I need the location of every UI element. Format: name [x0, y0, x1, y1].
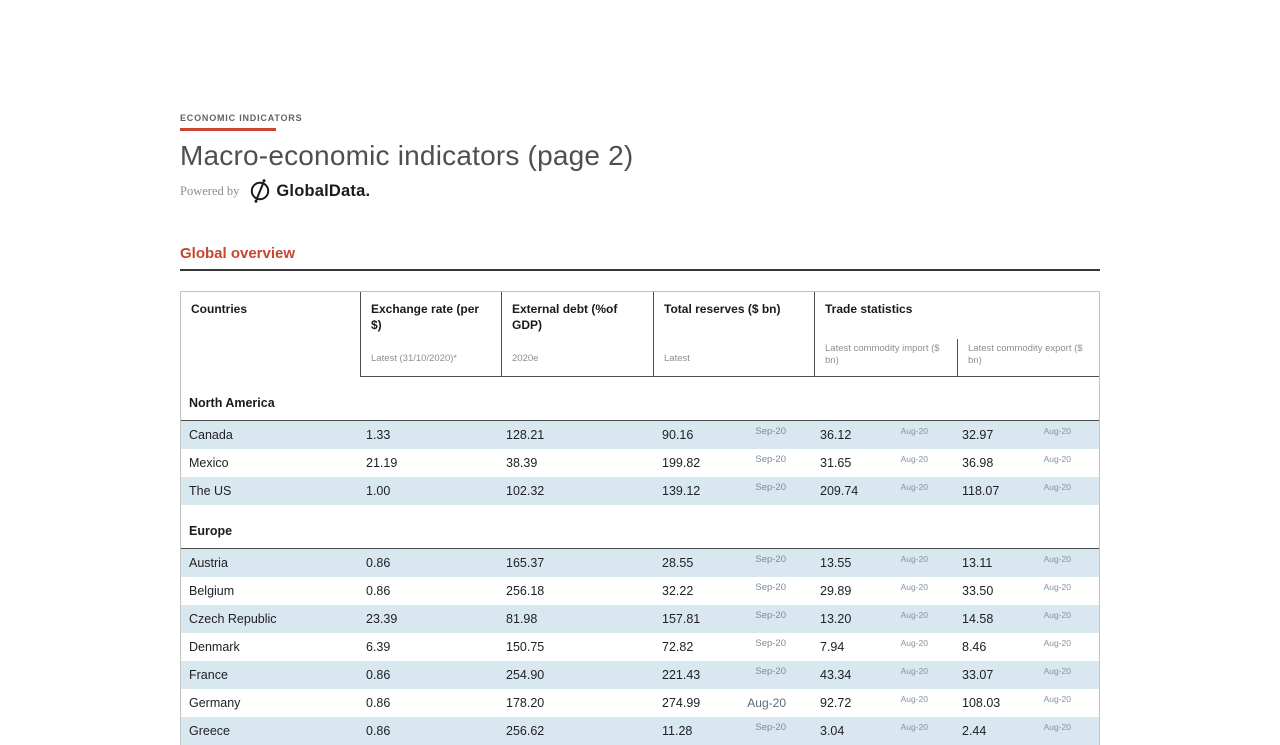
section-heading: Global overview	[180, 245, 296, 262]
reserves-cell-value: 274.99	[662, 696, 701, 710]
table-header	[181, 292, 1099, 377]
reserves-cell-value: 11.28	[662, 724, 693, 738]
export-cell-date: Aug-20	[1043, 722, 1071, 732]
reserves-cell-value: 157.81	[662, 612, 701, 626]
column-header-exchange-rate	[360, 292, 501, 377]
column-header-label: External debt (%of GDP)	[512, 302, 618, 332]
eyebrow-accent-rule	[180, 128, 276, 131]
table-row	[181, 549, 1099, 577]
indicators-table	[180, 291, 1100, 745]
reserves-cell-date: Sep-20	[755, 482, 786, 493]
import-cell-date: Aug-20	[900, 426, 928, 436]
powered-by-row	[180, 180, 1100, 202]
export-cell-value: 13.11	[962, 556, 993, 570]
export-cell-date: Aug-20	[1043, 638, 1071, 648]
reserves-cell	[653, 549, 814, 577]
column-header-total-reserves	[653, 292, 814, 377]
reserves-cell	[653, 661, 814, 689]
export-cell	[956, 477, 1099, 505]
export-cell	[956, 605, 1099, 633]
export-cell-date: Aug-20	[1043, 482, 1071, 492]
import-cell	[814, 421, 956, 449]
reserves-cell-date: Sep-20	[755, 666, 786, 677]
export-cell-date: Aug-20	[1043, 426, 1071, 436]
import-cell	[814, 577, 956, 605]
import-cell-value: 3.04	[820, 724, 845, 738]
reserves-cell-value: 72.82	[662, 640, 694, 654]
import-cell-value: 13.55	[820, 556, 852, 570]
export-cell-date: Aug-20	[1043, 694, 1071, 704]
table-row	[181, 689, 1099, 717]
export-cell-value: 36.98	[962, 456, 994, 470]
reserves-cell-value: 199.82	[662, 456, 701, 470]
reserves-cell-value: 139.12	[662, 484, 701, 498]
column-header-countries	[181, 292, 360, 377]
import-cell-value: 209.74	[820, 484, 859, 498]
column-header-external-debt	[501, 292, 653, 377]
import-cell-value: 31.65	[820, 456, 852, 470]
column-header-label: Total reserves ($ bn)	[664, 302, 781, 316]
table-row	[181, 717, 1099, 745]
exchange-rate-cell: 21.19	[366, 456, 398, 470]
import-cell	[814, 689, 956, 717]
exchange-rate-cell: 6.39	[366, 640, 391, 654]
import-cell-value: 29.89	[820, 584, 852, 598]
export-cell	[956, 549, 1099, 577]
column-header-trade-statistics	[814, 292, 1099, 377]
section-row	[181, 377, 1099, 421]
eyebrow-label: ECONOMIC INDICATORS	[180, 113, 303, 123]
export-cell-value: 8.46	[962, 640, 987, 654]
export-cell	[956, 449, 1099, 477]
exchange-rate-cell: 0.86	[366, 556, 391, 570]
import-cell-value: 7.94	[820, 640, 845, 654]
column-header-label: Countries	[191, 302, 248, 316]
country-cell: France	[189, 668, 228, 682]
import-cell-date: Aug-20	[900, 666, 928, 676]
export-cell	[956, 717, 1099, 745]
exchange-rate-cell: 1.33	[366, 428, 391, 442]
column-subheader-import: Latest commodity import ($ bn)	[825, 343, 940, 367]
import-cell-date: Aug-20	[900, 454, 928, 464]
table-row	[181, 577, 1099, 605]
import-cell-value: 13.20	[820, 612, 852, 626]
column-subheader-label: Latest	[664, 353, 690, 365]
column-subheader-label: 2020e	[512, 353, 539, 365]
export-cell-value: 14.58	[962, 612, 994, 626]
reserves-cell-date: Aug-20	[747, 696, 786, 710]
country-cell: Denmark	[189, 640, 240, 654]
country-cell: Canada	[189, 428, 233, 442]
external-debt-cell: 165.37	[506, 556, 545, 570]
section-row	[181, 505, 1099, 549]
import-cell-value: 92.72	[820, 696, 852, 710]
external-debt-cell: 256.62	[506, 724, 545, 738]
page-title: Macro-economic indicators (page 2)	[180, 140, 634, 171]
export-cell-value: 33.07	[962, 668, 994, 682]
reserves-cell	[653, 421, 814, 449]
export-cell-value: 2.44	[962, 724, 987, 738]
import-cell	[814, 477, 956, 505]
export-cell	[956, 661, 1099, 689]
exchange-rate-cell: 0.86	[366, 696, 391, 710]
import-cell	[814, 549, 956, 577]
reserves-cell-value: 28.55	[662, 556, 694, 570]
exchange-rate-cell: 0.86	[366, 584, 391, 598]
reserves-cell-date: Sep-20	[755, 426, 786, 437]
export-cell	[956, 421, 1099, 449]
report-page	[180, 113, 1100, 745]
reserves-cell-value: 32.22	[662, 584, 694, 598]
export-cell	[956, 689, 1099, 717]
reserves-cell-value: 221.43	[662, 668, 701, 682]
export-cell	[956, 633, 1099, 661]
country-cell: Germany	[189, 696, 241, 710]
trade-subheaders	[815, 339, 1099, 376]
reserves-cell-date: Sep-20	[755, 582, 786, 593]
reserves-cell	[653, 689, 814, 717]
table-row	[181, 477, 1099, 505]
reserves-cell	[653, 605, 814, 633]
table-row	[181, 421, 1099, 449]
import-cell-date: Aug-20	[900, 554, 928, 564]
brand-name: GlobalData.	[276, 181, 371, 200]
import-cell-date: Aug-20	[900, 482, 928, 492]
table-row	[181, 633, 1099, 661]
table-body	[181, 377, 1099, 745]
globaldata-logo-icon	[249, 179, 271, 203]
reserves-cell-date: Sep-20	[755, 722, 786, 733]
import-cell-value: 43.34	[820, 668, 852, 682]
country-cell: Austria	[189, 556, 228, 570]
reserves-cell	[653, 717, 814, 745]
column-subheader-label: Latest (31/10/2020)*	[371, 353, 458, 365]
external-debt-cell: 256.18	[506, 584, 545, 598]
external-debt-cell: 178.20	[506, 696, 545, 710]
country-cell: Belgium	[189, 584, 235, 598]
country-cell: Mexico	[189, 456, 229, 470]
export-cell	[956, 577, 1099, 605]
reserves-cell	[653, 633, 814, 661]
import-cell-date: Aug-20	[900, 582, 928, 592]
table-row	[181, 661, 1099, 689]
country-cell: The US	[189, 484, 232, 498]
country-cell: Greece	[189, 724, 230, 738]
powered-by-label: Powered by	[180, 183, 240, 198]
import-cell-date: Aug-20	[900, 694, 928, 704]
exchange-rate-cell: 23.39	[366, 612, 398, 626]
import-cell-date: Aug-20	[900, 610, 928, 620]
reserves-cell-date: Sep-20	[755, 454, 786, 465]
reserves-cell	[653, 577, 814, 605]
table-row	[181, 449, 1099, 477]
reserves-cell-date: Sep-20	[755, 554, 786, 565]
export-cell-value: 108.03	[962, 696, 1001, 710]
export-cell-value: 33.50	[962, 584, 994, 598]
export-cell-date: Aug-20	[1043, 582, 1071, 592]
reserves-cell	[653, 449, 814, 477]
reserves-cell-date: Sep-20	[755, 638, 786, 649]
export-cell-value: 118.07	[962, 484, 1000, 498]
column-header-label: Trade statistics	[825, 302, 913, 316]
import-cell	[814, 605, 956, 633]
external-debt-cell: 81.98	[506, 612, 538, 626]
section-label: Europe	[189, 523, 233, 538]
import-cell-date: Aug-20	[900, 638, 928, 648]
export-cell-value: 32.97	[962, 428, 994, 442]
exchange-rate-cell: 0.86	[366, 668, 391, 682]
external-debt-cell: 128.21	[506, 428, 545, 442]
external-debt-cell: 38.39	[506, 456, 538, 470]
reserves-cell-date: Sep-20	[755, 610, 786, 621]
import-cell-value: 36.12	[820, 428, 852, 442]
table-row	[181, 605, 1099, 633]
export-cell-date: Aug-20	[1043, 666, 1071, 676]
import-cell	[814, 633, 956, 661]
external-debt-cell: 150.75	[506, 640, 545, 654]
section-label: North America	[189, 395, 275, 410]
import-cell	[814, 661, 956, 689]
export-cell-date: Aug-20	[1043, 554, 1071, 564]
reserves-cell-value: 90.16	[662, 428, 694, 442]
section-heading-rule	[180, 269, 1100, 271]
country-cell: Czech Republic	[189, 612, 277, 626]
export-cell-date: Aug-20	[1043, 610, 1071, 620]
export-cell-date: Aug-20	[1043, 454, 1071, 464]
reserves-cell	[653, 477, 814, 505]
import-cell	[814, 449, 956, 477]
import-cell	[814, 717, 956, 745]
import-cell-date: Aug-20	[900, 722, 928, 732]
column-subheader-export: Latest commodity export ($ bn)	[957, 339, 1100, 376]
exchange-rate-cell: 0.86	[366, 724, 391, 738]
external-debt-cell: 102.32	[506, 484, 545, 498]
external-debt-cell: 254.90	[506, 668, 545, 682]
column-header-label: Exchange rate (per $)	[371, 302, 480, 332]
exchange-rate-cell: 1.00	[366, 484, 391, 498]
